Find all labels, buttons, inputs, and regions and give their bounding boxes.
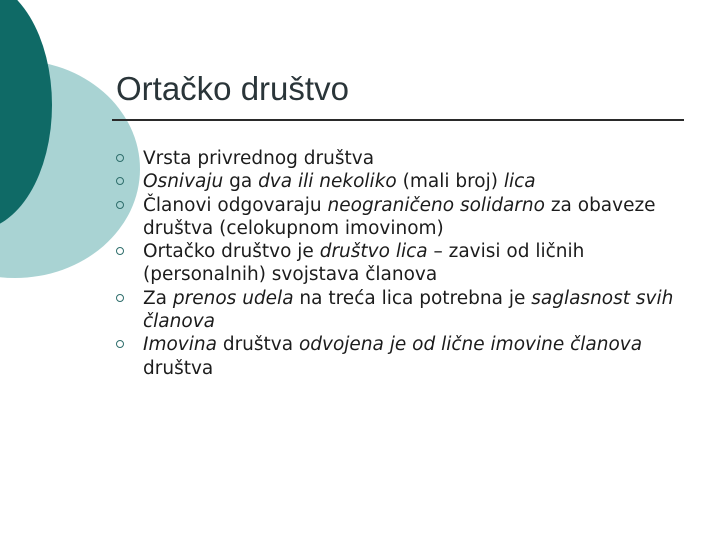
bullet-text-italic: odvojena je od lične imovine članova bbox=[298, 334, 643, 356]
bullet-text: Za bbox=[143, 287, 173, 309]
bullet-text-italic: saglasnost svih članova bbox=[143, 287, 674, 333]
bullet-text: Vrsta privrednog društva bbox=[143, 148, 375, 169]
bullet-list bbox=[116, 147, 676, 380]
bullet-text: (mali broj) bbox=[396, 171, 504, 193]
slide-title: Ortačko društvo bbox=[116, 70, 349, 107]
bullet-circle-icon bbox=[116, 294, 124, 302]
bullet-text-italic: lica bbox=[503, 171, 536, 193]
bullet-text: Članovi odgovaraju bbox=[143, 194, 328, 216]
bullet-item bbox=[116, 170, 676, 193]
bullet-item bbox=[116, 287, 676, 334]
bullet-circle-icon bbox=[116, 340, 124, 348]
bullet-circle-icon bbox=[116, 247, 124, 255]
bullet-text: za obaveze društva (celokupnom imovinom) bbox=[143, 194, 656, 239]
bullet-text-italic: Osnivaju bbox=[143, 171, 224, 193]
bullet-circle-icon bbox=[116, 177, 124, 185]
bullet-item bbox=[116, 194, 676, 241]
bullet-text: Ortačko društvo je bbox=[143, 241, 320, 263]
bullet-text: društva bbox=[216, 334, 299, 356]
bullet-text: na treća lica potrebna je bbox=[293, 287, 532, 309]
bullet-item bbox=[116, 147, 676, 170]
bullet-text-italic: društvo lica bbox=[319, 241, 428, 263]
bullet-text: – zavisi od ličnih (personalnih) svojstava članova bbox=[143, 241, 585, 286]
bullet-circle-icon bbox=[116, 201, 124, 209]
bullet-text-italic: Imovina bbox=[143, 334, 217, 356]
bullet-item bbox=[116, 333, 676, 380]
title-divider bbox=[112, 119, 684, 121]
bullet-item bbox=[116, 240, 676, 287]
bullet-text: ga bbox=[223, 171, 259, 193]
bullet-text: društva bbox=[143, 357, 214, 379]
bullet-circle-icon bbox=[116, 154, 124, 162]
bullet-text-italic: neograničeno solidarno bbox=[327, 194, 545, 216]
bullet-text-italic: prenos udela bbox=[172, 287, 294, 309]
bullet-text-italic: dva ili nekoliko bbox=[258, 171, 397, 193]
